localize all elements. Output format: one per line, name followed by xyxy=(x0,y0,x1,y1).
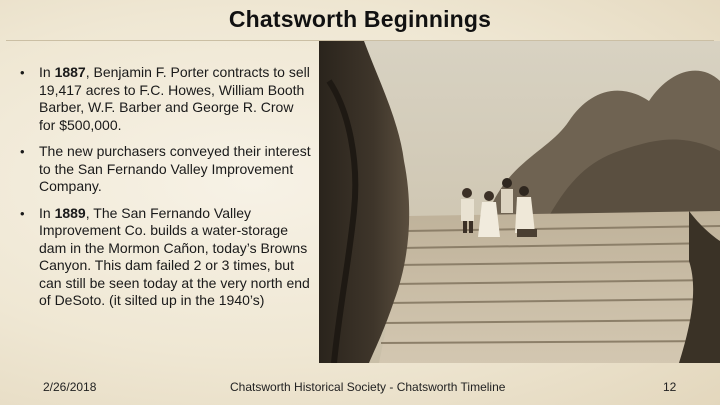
bullet-item xyxy=(20,205,312,310)
footer-text: Chatsworth Historical Society - Chatsworth Timeline xyxy=(230,380,506,394)
footer-date: 2/26/2018 xyxy=(43,380,97,394)
bullet-year: 1889 xyxy=(54,204,86,221)
bullet-year: 1887 xyxy=(54,64,86,80)
bullet-list xyxy=(20,64,312,319)
bullet-dot-icon: • xyxy=(20,65,25,80)
dam-photo-image xyxy=(319,41,720,363)
page-number: 12 xyxy=(663,380,677,394)
bullet-dot-icon: • xyxy=(20,205,25,221)
bullet-dot-icon: • xyxy=(20,144,25,159)
bullet-item xyxy=(20,143,312,196)
bullet-prefix: In xyxy=(39,204,55,221)
bullet-text: , The San Fernando Valley Improvement Co. builds a water-storage dam in the Mormon Cañon, today’s Browns Canyon. This dam failed 2 or 3 times, but can still be seen today at the very north end of DeSoto. (it silted up in the 1940’s) xyxy=(39,204,310,308)
bullet-text: , Benjamin F. Porter contracts to sell 19,417 acres to F.C. Howes, William Booth Barber, W.F. Barber and George R. Crow for $500,000. xyxy=(39,64,310,133)
dam-photo xyxy=(319,41,720,363)
slide-title: Chatsworth Beginnings xyxy=(228,6,492,32)
bullet-item xyxy=(20,64,312,134)
bullet-text: The new purchasers conveyed their interest to the San Fernando Valley Improvement Company. xyxy=(39,143,311,194)
bullet-prefix: In xyxy=(39,64,55,80)
